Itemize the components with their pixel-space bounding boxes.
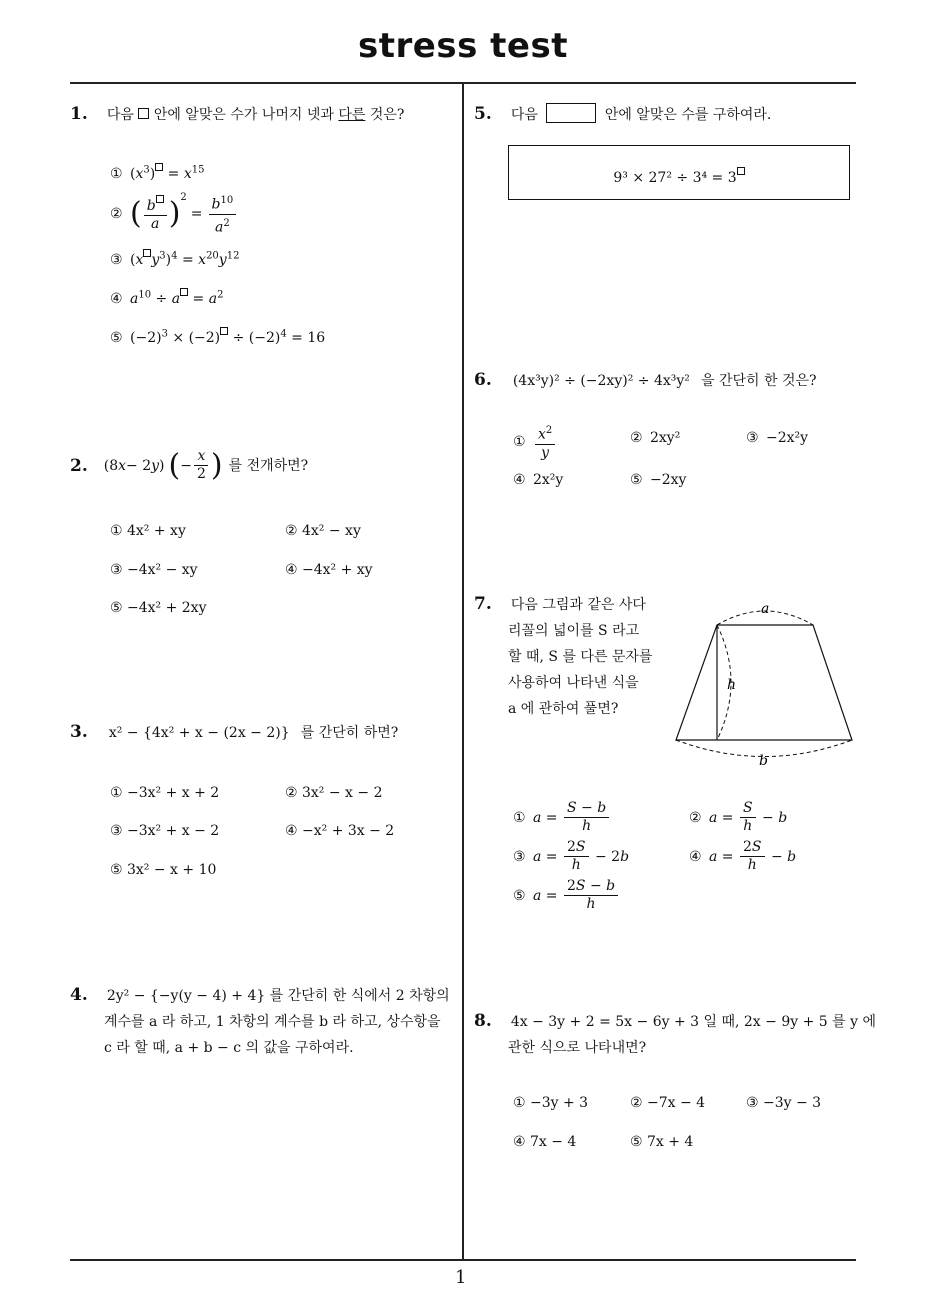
question-number: 1. bbox=[70, 104, 88, 124]
label-b: b bbox=[759, 753, 768, 769]
q2-option-5: ⑤ −4x² + 2xy bbox=[110, 600, 207, 616]
page-title: stress test bbox=[358, 26, 568, 66]
underlined-word: 다른 bbox=[338, 107, 366, 123]
q1-option-2: ② ( $\frac{b}{a}$ ) $^2$ = $\frac{b^{10}}{a^2}$ bbox=[110, 192, 238, 236]
question-7 bbox=[474, 592, 664, 618]
prompt-line: 다음 그림과 같은 사다 bbox=[510, 597, 646, 613]
q2-option-4: ④ −4x² + xy bbox=[285, 562, 373, 578]
q2-option-2: ② 4x² − xy bbox=[285, 523, 361, 539]
q4-line-3: c 라 할 때, a + b − c 의 값을 구하여라. bbox=[104, 1040, 354, 1056]
prompt-text: 를 간단히 하면? bbox=[300, 725, 399, 741]
prompt-text: 안에 알맞은 수가 나머지 넷과 bbox=[153, 107, 334, 123]
prompt-line: 리꼴의 넓이를 S 라고 bbox=[508, 623, 640, 639]
question-1 bbox=[70, 102, 460, 128]
q8-option-4: ④ 7x − 4 bbox=[513, 1134, 577, 1150]
question-3 bbox=[70, 720, 460, 746]
q6-option-1: ① $\frac{x^2}{y}$ bbox=[513, 422, 557, 462]
blank-box-icon bbox=[138, 108, 149, 119]
column-divider bbox=[462, 84, 464, 1260]
expression: x² − {4x² + x − (2x − 2)} bbox=[108, 725, 290, 741]
question-number: 4. bbox=[70, 985, 88, 1005]
q3-option-1: ① −3x² + x + 2 bbox=[110, 785, 220, 801]
question-5 bbox=[474, 102, 864, 128]
prompt-text: 을 간단히 한 것은? bbox=[700, 373, 817, 389]
q1-option-4: ④ $a^{10} \div a = a^2$ bbox=[110, 289, 224, 307]
expression: (4x³y)² ÷ (−2xy)² ÷ 4x³y² bbox=[512, 373, 690, 389]
q3-option-3: ③ −3x² + x − 2 bbox=[110, 823, 220, 839]
q1-option-5: ⑤ $(-2)^3 \times (-2) \div (-2)^4 = 16$ bbox=[110, 328, 326, 346]
expression: 9³ × 27² ÷ 3⁴ = 3 bbox=[613, 170, 737, 186]
prompt-line: 할 때, S 를 다른 문자를 bbox=[508, 649, 653, 665]
trapezoid-figure bbox=[670, 595, 860, 770]
q1-option-3: ③ (x $y^3)^4 = x^{20}y^{12}$ bbox=[110, 250, 240, 268]
q6-option-5: ⑤ −2xy bbox=[630, 472, 687, 488]
question-4 bbox=[70, 983, 460, 1009]
q1-option-1: ① $(x^3) = x^{15}$ bbox=[110, 164, 205, 182]
q7-option-3: ③ a = $\frac{2S}{h}$ − 2 b bbox=[513, 839, 630, 873]
label-h: h bbox=[727, 677, 737, 693]
question-number: 2. bbox=[70, 455, 88, 476]
q5-expression-box bbox=[508, 145, 850, 200]
q7-option-4: ④ a = $\frac{2S}{h}$ − b bbox=[689, 839, 797, 873]
question-number: 6. bbox=[474, 370, 492, 390]
q8-line-2: 관한 식으로 나타내면? bbox=[508, 1040, 647, 1056]
prompt-text: 를 간단히 한 식에서 2 차항의 bbox=[269, 988, 450, 1004]
label-a: a bbox=[761, 601, 770, 617]
q4-line-2: 계수를 a 라 하고, 1 차항의 계수를 b 라 하고, 상수항을 bbox=[104, 1014, 441, 1030]
q3-option-2: ② 3x² − x − 2 bbox=[285, 785, 383, 801]
q8-option-3: ③ −3y − 3 bbox=[746, 1095, 822, 1111]
prompt-text: 것은? bbox=[369, 107, 405, 123]
q3-option-4: ④ −x² + 3x − 2 bbox=[285, 823, 395, 839]
q3-option-5: ⑤ 3x² − x + 10 bbox=[110, 862, 217, 878]
trapezoid-shape bbox=[676, 625, 852, 740]
prompt-text: 안에 알맞은 수를 구하여라. bbox=[604, 107, 772, 123]
question-number: 8. bbox=[474, 1011, 492, 1031]
q6-option-2: ② 2xy² bbox=[630, 430, 681, 446]
question-number: 7. bbox=[474, 594, 492, 614]
prompt-text: 4x − 3y + 2 = 5x − 6y + 3 일 때, 2x − 9y + 5 를 y 에 bbox=[510, 1014, 876, 1030]
q7-option-2: ② a = $\frac{S}{h}$ − b bbox=[689, 800, 788, 834]
q2-option-3: ③ −4x² − xy bbox=[110, 562, 198, 578]
prompt-line: a 에 관하여 풀면? bbox=[508, 701, 619, 717]
q8-option-2: ② −7x − 4 bbox=[630, 1095, 706, 1111]
prompt-line: 사용하여 나타낸 식을 bbox=[508, 675, 639, 691]
answer-blank[interactable] bbox=[546, 103, 596, 123]
blank-box-icon bbox=[737, 167, 745, 175]
question-number: 5. bbox=[474, 104, 492, 124]
question-8 bbox=[474, 1009, 874, 1035]
question-2: 2. (8 x − 2 y ) ( − $\frac{x}{2}$ ) 를 전개하면? bbox=[70, 448, 309, 483]
prompt-text: 다음 bbox=[510, 107, 538, 123]
q7-option-5: ⑤ a = $\frac{2S - b}{h}$ bbox=[513, 878, 620, 913]
q2-option-1: ① 4x² + xy bbox=[110, 523, 186, 539]
q6-option-3: ③ −2x²y bbox=[746, 430, 809, 446]
question-6 bbox=[474, 368, 874, 394]
q8-option-5: ⑤ 7x + 4 bbox=[630, 1134, 694, 1150]
q7-option-1: ① a = $\frac{S - b}{h}$ bbox=[513, 800, 611, 835]
prompt-text: 를 전개하면? bbox=[228, 457, 309, 474]
q6-option-4: ④ 2x²y bbox=[513, 472, 564, 488]
expression: 2y² − {−y(y − 4) + 4} bbox=[106, 988, 266, 1004]
footer-rule bbox=[70, 1259, 856, 1261]
q8-option-1: ① −3y + 3 bbox=[513, 1095, 589, 1111]
page-number: 1 bbox=[455, 1267, 467, 1288]
prompt-text: 다음 bbox=[106, 107, 134, 123]
question-number: 3. bbox=[70, 722, 88, 742]
